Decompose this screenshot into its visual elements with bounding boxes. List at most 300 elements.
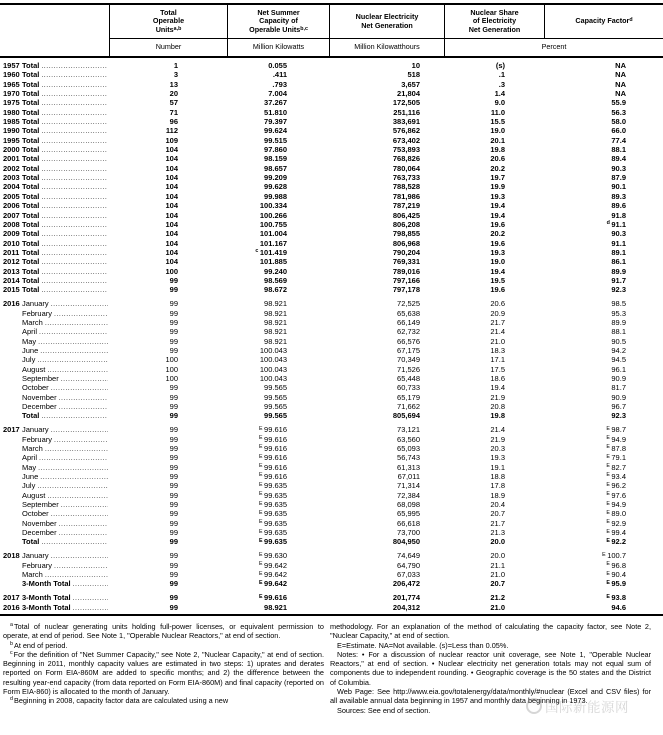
cell-net-generation: 68,098 bbox=[397, 500, 420, 509]
dot-leader bbox=[41, 192, 108, 201]
cell-nuclear-share: 21.0 bbox=[490, 570, 505, 579]
table-row bbox=[0, 472, 663, 481]
cell-nuclear-share: 20.7 bbox=[490, 509, 505, 519]
cell-net-generation: 72,525 bbox=[397, 299, 420, 309]
cell-net-generation: 73,700 bbox=[397, 528, 420, 538]
estimate-marker: E bbox=[606, 463, 610, 470]
cell-period-label bbox=[0, 561, 110, 570]
estimate-marker: E bbox=[259, 593, 263, 600]
dot-leader bbox=[38, 337, 108, 346]
cell-net-summer-capacity: 99.515 bbox=[264, 135, 287, 145]
period-label: Total bbox=[22, 257, 40, 267]
footnote-marker: d bbox=[10, 696, 13, 703]
period-label: August bbox=[22, 364, 46, 374]
dot-leader bbox=[51, 509, 108, 518]
period-label: Total bbox=[22, 117, 40, 127]
cell-operable-units: 100 bbox=[165, 266, 178, 276]
cell-capacity-factor: 94.2 bbox=[611, 345, 626, 355]
table-row bbox=[0, 220, 663, 229]
cell-period-label bbox=[0, 481, 110, 490]
cell-operable-units: 104 bbox=[165, 163, 178, 173]
dot-leader bbox=[41, 164, 108, 173]
footnotes-right-column bbox=[327, 622, 654, 715]
cell-net-generation: 797,178 bbox=[392, 285, 420, 295]
cell-net-summer-capacity: 98.159 bbox=[264, 154, 287, 164]
cell-net-summer-capacity: 99.209 bbox=[264, 173, 287, 183]
cell-net-generation: 66,149 bbox=[397, 317, 420, 327]
cell-net-summer-capacity: $^E$ 99.616 bbox=[259, 443, 287, 453]
table-row bbox=[0, 374, 663, 383]
table-row bbox=[0, 337, 663, 346]
cell-nuclear-share: 20.6 bbox=[490, 154, 505, 164]
period-label: April bbox=[22, 453, 38, 463]
dot-leader bbox=[37, 481, 108, 490]
period-label: June bbox=[22, 471, 39, 481]
cell-net-summer-capacity: 98.921 bbox=[264, 602, 287, 612]
cell-nuclear-share: 20.6 bbox=[490, 299, 505, 309]
estimate-marker: E bbox=[259, 444, 263, 451]
dot-leader bbox=[47, 491, 108, 500]
cell-period-label bbox=[0, 327, 110, 336]
dot-leader bbox=[51, 551, 108, 560]
cell-operable-units: 99 bbox=[169, 345, 178, 355]
cell-net-summer-capacity: $^E$ 99.616 bbox=[259, 434, 287, 444]
cell-net-summer-capacity: $^E$ 99.630 bbox=[259, 551, 287, 561]
period-label: Total bbox=[22, 126, 40, 136]
year-label: 2012 bbox=[3, 257, 20, 267]
year-label bbox=[3, 346, 22, 355]
dot-leader bbox=[41, 126, 108, 135]
year-label: 2004 bbox=[3, 182, 20, 192]
cell-period-label bbox=[0, 444, 110, 453]
dot-leader bbox=[54, 435, 108, 444]
dot-leader bbox=[73, 593, 108, 602]
cell-net-generation: 768,826 bbox=[392, 154, 420, 164]
estimate-marker: E bbox=[606, 570, 610, 577]
period-label: Total bbox=[22, 411, 40, 421]
cell-period-label bbox=[0, 383, 110, 392]
period-label: Total bbox=[22, 79, 40, 89]
cell-operable-units: 104 bbox=[165, 229, 178, 239]
col-header-net-summer-capacity: Net Summer Capacity of Operable Units$^{b,c}$ bbox=[228, 5, 330, 39]
year-label: 2010 bbox=[3, 238, 20, 248]
table-row bbox=[0, 192, 663, 201]
period-label: October bbox=[22, 509, 49, 519]
estimate-marker: E bbox=[259, 491, 263, 498]
cell-operable-units: 99 bbox=[169, 528, 178, 538]
cell-nuclear-share: 19.4 bbox=[490, 383, 505, 393]
period-label: November bbox=[22, 518, 57, 528]
cell-nuclear-share: 19.8 bbox=[490, 411, 505, 421]
period-label: March bbox=[22, 443, 43, 453]
cell-net-generation: 67,033 bbox=[397, 570, 420, 579]
cell-net-generation: 781,986 bbox=[392, 191, 420, 201]
cell-capacity-factor: NA bbox=[615, 89, 626, 99]
cell-operable-units: 99 bbox=[169, 481, 178, 491]
cell-net-generation: 64,790 bbox=[397, 560, 420, 570]
cell-nuclear-share: 19.0 bbox=[490, 257, 505, 267]
cell-operable-units: 99 bbox=[169, 471, 178, 481]
year-label: 2008 bbox=[3, 219, 20, 229]
cell-period-label bbox=[0, 374, 110, 383]
period-label: December bbox=[22, 528, 57, 538]
cell-net-generation: 797,166 bbox=[392, 275, 420, 285]
cell-capacity-factor: $^d$ 91.1 bbox=[606, 219, 626, 229]
cell-period-label bbox=[0, 425, 110, 434]
table-row bbox=[0, 267, 663, 276]
cell-nuclear-share: .1 bbox=[498, 70, 505, 80]
cell-operable-units: 100 bbox=[165, 373, 178, 383]
cell-net-generation: 789,016 bbox=[392, 266, 420, 276]
dot-leader bbox=[61, 374, 108, 383]
year-label bbox=[3, 327, 22, 336]
dot-leader bbox=[39, 453, 108, 462]
cell-operable-units: 71 bbox=[169, 107, 178, 117]
col-header-capacity-factor: Capacity Factor$^d$ bbox=[545, 5, 663, 39]
estimate-marker: E bbox=[259, 570, 263, 577]
table-row bbox=[0, 164, 663, 173]
period-label: June bbox=[22, 345, 39, 355]
cell-net-summer-capacity: $^E$ 99.642 bbox=[259, 560, 287, 570]
cell-capacity-factor: $^E$ 96.2 bbox=[606, 481, 626, 491]
cell-nuclear-share: .3 bbox=[498, 79, 505, 89]
cell-net-generation: 798,855 bbox=[392, 229, 420, 239]
cell-net-summer-capacity: $^E$ 99.616 bbox=[259, 425, 287, 435]
estimate-marker: E bbox=[606, 453, 610, 460]
cell-nuclear-share: 21.1 bbox=[490, 560, 505, 570]
cell-operable-units: 104 bbox=[165, 219, 178, 229]
dot-leader bbox=[41, 108, 108, 117]
footnotes-left-column bbox=[0, 622, 327, 715]
estimate-marker: E bbox=[606, 579, 610, 586]
estimate-marker: E bbox=[259, 453, 263, 460]
cell-nuclear-share: 21.0 bbox=[490, 336, 505, 346]
year-label bbox=[3, 500, 22, 509]
cell-capacity-factor: $^E$ 96.8 bbox=[606, 560, 626, 570]
year-label bbox=[3, 365, 22, 374]
cell-operable-units: 99 bbox=[169, 425, 178, 435]
table-row bbox=[0, 561, 663, 570]
cell-period-label bbox=[0, 154, 110, 163]
year-label bbox=[3, 570, 22, 579]
period-label: March bbox=[22, 317, 43, 327]
cell-capacity-factor: NA bbox=[615, 61, 626, 70]
cell-capacity-factor: 94.5 bbox=[611, 355, 626, 365]
cell-nuclear-share: 20.4 bbox=[490, 500, 505, 509]
year-label: 1990 bbox=[3, 126, 20, 136]
period-label: February bbox=[22, 560, 53, 570]
year-label: 2011 bbox=[3, 247, 20, 257]
cell-period-label bbox=[0, 365, 110, 374]
cell-net-generation: 70,349 bbox=[397, 355, 420, 365]
cell-capacity-factor: 98.5 bbox=[611, 299, 626, 309]
cell-period-label bbox=[0, 537, 110, 546]
cell-net-generation: 65,179 bbox=[397, 392, 420, 402]
dot-leader bbox=[54, 561, 108, 570]
period-label: Total bbox=[22, 219, 40, 229]
period-label: Total bbox=[22, 182, 40, 192]
estimate-marker: c bbox=[255, 248, 259, 255]
cell-period-label bbox=[0, 201, 110, 210]
footnote: methodology. For an explanation of the method of calculating the capacity factor, see Note 2, "Nuclear Capacity," at end of section. bbox=[330, 621, 651, 641]
table-row bbox=[0, 444, 663, 453]
cell-net-summer-capacity: 99.628 bbox=[264, 182, 287, 192]
cell-capacity-factor: $^E$ 95.9 bbox=[606, 579, 626, 589]
table-row bbox=[0, 318, 663, 327]
table-row bbox=[0, 239, 663, 248]
dot-leader bbox=[41, 239, 108, 248]
cell-operable-units: 1 bbox=[173, 61, 178, 70]
cell-net-generation: 71,662 bbox=[397, 401, 420, 411]
period-label: May bbox=[22, 336, 37, 346]
cell-nuclear-share: (s) bbox=[495, 61, 505, 70]
year-label: 2005 bbox=[3, 191, 20, 201]
cell-period-label bbox=[0, 220, 110, 229]
cell-nuclear-share: 21.7 bbox=[490, 317, 505, 327]
year-label bbox=[3, 528, 22, 537]
estimate-marker: E bbox=[259, 528, 263, 535]
cell-nuclear-share: 15.5 bbox=[490, 117, 505, 127]
cell-net-summer-capacity: 99.565 bbox=[264, 392, 287, 402]
table-row bbox=[0, 126, 663, 135]
period-label: Total bbox=[22, 229, 40, 239]
footnote-marker: a,b bbox=[173, 25, 182, 32]
cell-nuclear-share: 20.1 bbox=[490, 135, 505, 145]
year-label bbox=[3, 491, 22, 500]
cell-nuclear-share: 18.6 bbox=[490, 373, 505, 383]
cell-net-summer-capacity: $^E$ 99.635 bbox=[259, 528, 287, 538]
cell-period-label bbox=[0, 257, 110, 266]
year-label bbox=[3, 318, 22, 327]
cell-operable-units: 112 bbox=[165, 126, 178, 136]
table-row bbox=[0, 411, 663, 420]
cell-nuclear-share: 17.8 bbox=[490, 481, 505, 491]
cell-capacity-factor: 56.3 bbox=[611, 107, 626, 117]
cell-net-summer-capacity: .411 bbox=[272, 70, 287, 80]
cell-net-summer-capacity: 101.885 bbox=[259, 257, 287, 267]
cell-capacity-factor: $^E$ 89.0 bbox=[606, 509, 626, 519]
year-label: 1970 bbox=[3, 89, 20, 99]
estimate-marker: E bbox=[259, 579, 263, 586]
cell-nuclear-share: 20.2 bbox=[490, 229, 505, 239]
cell-nuclear-share: 20.8 bbox=[490, 401, 505, 411]
year-label: 1980 bbox=[3, 107, 20, 117]
estimate-marker: E bbox=[606, 509, 610, 516]
estimate-marker: d bbox=[606, 220, 610, 227]
cell-nuclear-share: 19.4 bbox=[490, 210, 505, 220]
dot-leader bbox=[41, 173, 108, 182]
cell-operable-units: 99 bbox=[169, 317, 178, 327]
cell-period-label bbox=[0, 453, 110, 462]
cell-net-generation: 71,314 bbox=[397, 481, 420, 491]
period-label: October bbox=[22, 383, 49, 393]
col-header-net-generation: Nuclear Electricity Net Generation bbox=[330, 5, 445, 39]
table-body bbox=[0, 58, 663, 612]
cell-net-summer-capacity: $^c$ 101.419 bbox=[255, 247, 287, 257]
cell-capacity-factor: 87.9 bbox=[611, 173, 626, 183]
dot-leader bbox=[41, 411, 108, 420]
cell-nuclear-share: 21.4 bbox=[490, 327, 505, 337]
cell-period-label bbox=[0, 239, 110, 248]
cell-period-label bbox=[0, 318, 110, 327]
period-label: Total bbox=[22, 70, 40, 80]
cell-net-generation: 206,472 bbox=[392, 579, 420, 589]
dot-leader bbox=[51, 383, 108, 392]
table-row bbox=[0, 285, 663, 294]
year-label: 2016 bbox=[3, 602, 20, 612]
cell-net-summer-capacity: 37.267 bbox=[264, 98, 287, 108]
cell-net-summer-capacity: 98.921 bbox=[264, 308, 287, 318]
cell-net-summer-capacity: 101.167 bbox=[259, 238, 287, 248]
dot-leader bbox=[54, 309, 108, 318]
year-label bbox=[3, 444, 22, 453]
cell-nuclear-share: 19.7 bbox=[490, 173, 505, 183]
period-label: December bbox=[22, 401, 57, 411]
footnote: E=Estimate. NA=Not available. (s)=Less than 0.05%. bbox=[337, 640, 509, 650]
cell-operable-units: 99 bbox=[169, 411, 178, 421]
dot-leader bbox=[73, 603, 108, 612]
cell-operable-units: 104 bbox=[165, 173, 178, 183]
cell-net-summer-capacity: 99.988 bbox=[264, 191, 287, 201]
cell-net-summer-capacity: 0.055 bbox=[268, 61, 287, 70]
year-label: 2007 bbox=[3, 210, 20, 220]
table-row bbox=[0, 491, 663, 500]
cell-net-summer-capacity: 51.810 bbox=[264, 107, 287, 117]
estimate-marker: E bbox=[606, 444, 610, 451]
cell-net-generation: 74,649 bbox=[397, 551, 420, 561]
table-row bbox=[0, 393, 663, 402]
cell-capacity-factor: $^E$ 99.4 bbox=[606, 528, 626, 538]
cell-net-generation: 66,576 bbox=[397, 336, 420, 346]
cell-period-label bbox=[0, 472, 110, 481]
cell-operable-units: 99 bbox=[169, 401, 178, 411]
watermark-text: 国际新能源网 bbox=[545, 700, 629, 715]
cell-capacity-factor: 58.0 bbox=[611, 117, 626, 127]
cell-period-label bbox=[0, 126, 110, 135]
table-row bbox=[0, 355, 663, 364]
period-label: September bbox=[22, 373, 59, 383]
cell-nuclear-share: 19.8 bbox=[490, 145, 505, 155]
footnote-marker: b,c bbox=[300, 25, 308, 32]
table-row bbox=[0, 327, 663, 336]
dot-leader bbox=[41, 136, 108, 145]
period-label: March bbox=[22, 570, 43, 579]
cell-period-label bbox=[0, 136, 110, 145]
cell-capacity-factor: $^E$ 93.8 bbox=[606, 593, 626, 603]
cell-operable-units: 99 bbox=[169, 285, 178, 295]
period-label: Total bbox=[22, 247, 40, 257]
period-label: 3-Month Total bbox=[22, 593, 71, 603]
year-label bbox=[3, 481, 22, 490]
cell-net-generation: 65,093 bbox=[397, 443, 420, 453]
cell-capacity-factor: 92.3 bbox=[611, 411, 626, 421]
cell-period-label bbox=[0, 108, 110, 117]
estimate-marker: E bbox=[259, 551, 263, 558]
table-row bbox=[0, 453, 663, 462]
cell-net-summer-capacity: 99.240 bbox=[264, 266, 287, 276]
cell-net-summer-capacity: 99.624 bbox=[264, 126, 287, 136]
cell-net-summer-capacity: 100.266 bbox=[259, 210, 287, 220]
cell-capacity-factor: 89.3 bbox=[611, 191, 626, 201]
year-label: 2009 bbox=[3, 229, 20, 239]
cell-nuclear-share: 20.9 bbox=[490, 308, 505, 318]
period-label: January bbox=[22, 425, 49, 435]
cell-nuclear-share: 19.3 bbox=[490, 191, 505, 201]
cell-net-generation: 790,204 bbox=[392, 247, 420, 257]
estimate-marker: E bbox=[606, 519, 610, 526]
table-row bbox=[0, 89, 663, 98]
estimate-marker: E bbox=[606, 472, 610, 479]
col-header-total-operable-units: Total Operable Units$^{a,b}$ bbox=[110, 5, 228, 39]
dot-leader bbox=[41, 80, 108, 89]
period-label: Total bbox=[22, 285, 40, 295]
cell-operable-units: 104 bbox=[165, 182, 178, 192]
cell-net-generation: 780,064 bbox=[392, 163, 420, 173]
table-row bbox=[0, 173, 663, 182]
cell-operable-units: 99 bbox=[169, 336, 178, 346]
cell-period-label bbox=[0, 276, 110, 285]
cell-capacity-factor: 92.3 bbox=[611, 285, 626, 295]
dot-leader bbox=[41, 248, 108, 257]
cell-operable-units: 99 bbox=[169, 593, 178, 603]
cell-net-generation: 518 bbox=[407, 70, 420, 80]
cell-capacity-factor: 66.0 bbox=[611, 126, 626, 136]
dot-leader bbox=[73, 579, 108, 588]
cell-net-generation: 71,526 bbox=[397, 364, 420, 374]
cell-net-summer-capacity: $^E$ 99.635 bbox=[259, 490, 287, 500]
cell-period-label bbox=[0, 570, 110, 579]
year-label: 2001 bbox=[3, 154, 20, 164]
cell-operable-units: 104 bbox=[165, 145, 178, 155]
estimate-marker: E bbox=[606, 561, 610, 568]
cell-net-generation: 788,528 bbox=[392, 182, 420, 192]
cell-period-label bbox=[0, 528, 110, 537]
cell-net-summer-capacity: $^E$ 99.635 bbox=[259, 500, 287, 509]
cell-net-generation: 60,733 bbox=[397, 383, 420, 393]
year-label: 2017 bbox=[3, 425, 20, 435]
cell-capacity-factor: $^E$ 94.9 bbox=[606, 500, 626, 509]
cell-net-generation: 3,657 bbox=[401, 79, 420, 89]
cell-period-label bbox=[0, 509, 110, 518]
cell-capacity-factor: $^E$ 100.7 bbox=[602, 551, 626, 561]
table-row bbox=[0, 276, 663, 285]
cell-operable-units: 99 bbox=[169, 560, 178, 570]
cell-capacity-factor: $^E$ 90.4 bbox=[606, 570, 626, 579]
cell-capacity-factor: 94.6 bbox=[611, 602, 626, 612]
dot-leader bbox=[41, 229, 108, 238]
year-label bbox=[3, 579, 22, 588]
table-row bbox=[0, 519, 663, 528]
dot-leader bbox=[39, 327, 108, 336]
units-corner-cell bbox=[0, 39, 110, 56]
period-label: 3-Month Total bbox=[22, 579, 71, 589]
cell-nuclear-share: 21.2 bbox=[490, 593, 505, 603]
period-label: Total bbox=[22, 275, 40, 285]
cell-operable-units: 99 bbox=[169, 602, 178, 612]
cell-net-generation: 753,893 bbox=[392, 145, 420, 155]
estimate-marker: E bbox=[602, 551, 606, 558]
estimate-marker: E bbox=[259, 561, 263, 568]
cell-net-generation: 576,862 bbox=[392, 126, 420, 136]
year-label: 1975 bbox=[3, 98, 20, 108]
table-row bbox=[0, 136, 663, 145]
cell-nuclear-share: 19.4 bbox=[490, 266, 505, 276]
dot-leader bbox=[47, 365, 108, 374]
cell-capacity-factor: NA bbox=[615, 70, 626, 80]
estimate-marker: E bbox=[606, 500, 610, 507]
cell-capacity-factor: $^E$ 92.2 bbox=[606, 537, 626, 547]
dot-leader bbox=[41, 145, 108, 154]
